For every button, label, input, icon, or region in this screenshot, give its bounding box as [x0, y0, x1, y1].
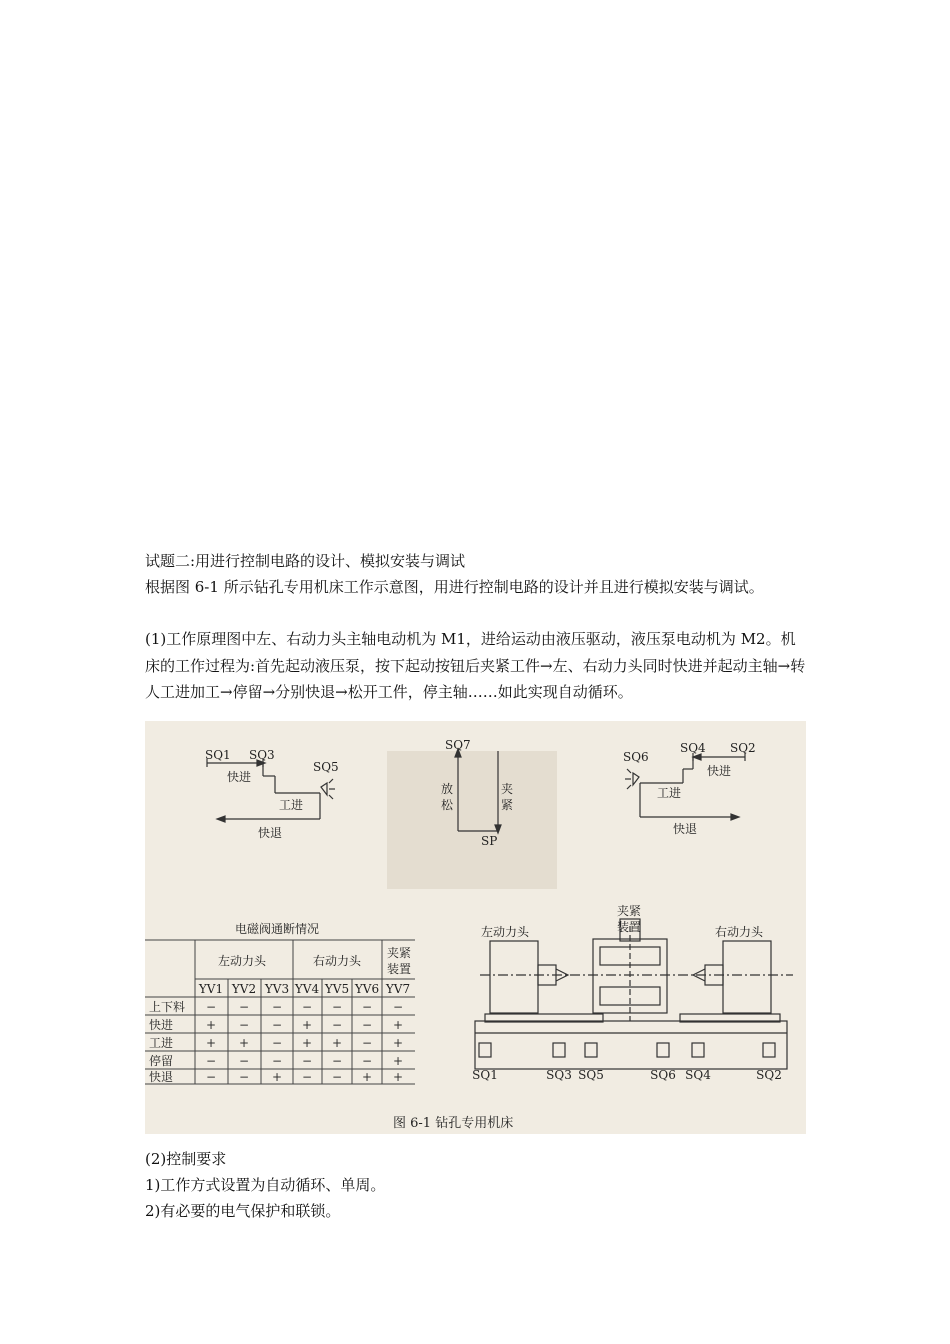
principle-paragraph: (1)工作原理图中左、右动力头主轴电动机为 M1，进给运动由液压驱动，液压泵电动机为 M2。机床的工作过程为:首先起动液压泵，按下起动按钮后夹紧工件→左、右动力头同时快进并起动主轴→转人工进加工→停留→分别快退→松开工件，停主轴……如此实现自动循环。 — [145, 630, 806, 701]
table-cell: − — [361, 1054, 373, 1068]
label-sq4-top: SQ4 — [680, 741, 706, 755]
table-cell: + — [205, 1036, 217, 1050]
label-sq5-top: SQ5 — [313, 760, 339, 774]
label-sq6-top: SQ6 — [623, 750, 649, 764]
table-cell: + — [392, 1070, 404, 1084]
table-cell: + — [392, 1018, 404, 1032]
table-cell: + — [301, 1036, 313, 1050]
table-cell: + — [238, 1036, 250, 1050]
label-right-fast-back: 快退 — [673, 822, 698, 836]
figure-caption: 图 6-1 钻孔专用机床 — [393, 1116, 514, 1131]
table-cell: − — [361, 1036, 373, 1050]
label-left-work-feed: 工进 — [279, 798, 304, 812]
left-power-head — [490, 941, 538, 1013]
label-clamp-1: 夹 — [501, 782, 514, 796]
table-cell: − — [238, 1000, 250, 1014]
table-cell: − — [238, 1070, 250, 1084]
table-cell: − — [301, 1000, 313, 1014]
print-through-shading — [387, 751, 557, 889]
label-right-fast-forward: 快进 — [707, 764, 732, 778]
label-sq3-top: SQ3 — [249, 748, 275, 762]
intro-paragraph: 根据图 6-1 所示钻孔专用机床工作示意图，用进行控制电路的设计并且进行模拟安装与调试。 — [145, 578, 764, 596]
table-cell: − — [331, 1054, 343, 1068]
limit-switch-label: SQ1 — [472, 1068, 498, 1082]
table-cell: − — [205, 1070, 217, 1084]
label-clamp-device-2: 装置 — [617, 920, 642, 934]
requirement-1: 1)工作方式设置为自动循环、单周。 — [145, 1176, 386, 1194]
label-left-fast-forward: 快进 — [227, 770, 252, 784]
label-sq1-top: SQ1 — [205, 748, 231, 762]
valve-table — [145, 921, 415, 1084]
machine-schematic — [475, 919, 793, 1069]
table-cell: − — [205, 1000, 217, 1014]
table-cell: + — [301, 1018, 313, 1032]
label-sq2-top: SQ2 — [730, 741, 756, 755]
requirements-title: (2)控制要求 — [145, 1150, 227, 1168]
label-left-fast-back: 快退 — [258, 826, 283, 840]
table-row-label: 快进 — [149, 1018, 174, 1032]
table-cell: + — [205, 1018, 217, 1032]
table-cell: − — [392, 1000, 404, 1014]
right-power-head — [723, 941, 771, 1013]
limit-switch-label: SQ4 — [685, 1068, 711, 1082]
table-group-left: 左动力头 — [218, 954, 267, 968]
table-cell: − — [271, 1036, 283, 1050]
table-col-header: YV3 — [264, 982, 290, 996]
table-group-right: 右动力头 — [313, 954, 362, 968]
label-clamp-device-1: 夹紧 — [617, 904, 642, 918]
label-release-1: 放 — [441, 782, 454, 796]
table-cell: − — [238, 1018, 250, 1032]
machine-figure — [145, 721, 806, 1134]
table-cell: − — [331, 1070, 343, 1084]
label-right-head: 右动力头 — [715, 925, 764, 939]
label-sp: SP — [481, 834, 498, 848]
table-cell: − — [271, 1000, 283, 1014]
table-cell: − — [361, 1000, 373, 1014]
limit-switch-label: SQ3 — [546, 1068, 572, 1082]
table-col-header: YV4 — [294, 982, 320, 996]
table-cell: + — [392, 1054, 404, 1068]
table-cell: + — [331, 1036, 343, 1050]
table-cell: − — [238, 1054, 250, 1068]
table-row-label: 工进 — [149, 1036, 174, 1050]
table-cell: − — [331, 1018, 343, 1032]
table-title: 电磁阀通断情况 — [235, 922, 320, 936]
table-group-clamp-1: 夹紧 — [387, 946, 412, 960]
label-clamp-2: 紧 — [501, 798, 514, 812]
requirement-2: 2)有必要的电气保护和联锁。 — [145, 1202, 341, 1220]
table-cell: − — [205, 1054, 217, 1068]
table-cell: − — [361, 1018, 373, 1032]
table-cell: − — [271, 1018, 283, 1032]
label-right-work-feed: 工进 — [657, 786, 682, 800]
table-cell: + — [392, 1036, 404, 1050]
table-row-label: 上下料 — [149, 1000, 186, 1014]
limit-switch-label: SQ5 — [578, 1068, 604, 1082]
label-release-2: 松 — [441, 798, 454, 812]
label-sq7: SQ7 — [445, 738, 471, 752]
table-cell: + — [361, 1070, 373, 1084]
table-cell: − — [331, 1000, 343, 1014]
table-cell: − — [271, 1054, 283, 1068]
table-col-header: YV7 — [385, 982, 411, 996]
table-col-header: YV5 — [324, 982, 350, 996]
limit-switch-label: SQ2 — [756, 1068, 782, 1082]
table-cell: + — [271, 1070, 283, 1084]
limit-switch-label: SQ6 — [650, 1068, 676, 1082]
table-col-header: YV6 — [354, 982, 380, 996]
machine-base — [475, 1021, 787, 1069]
table-col-header: YV1 — [198, 982, 224, 996]
table-cell: − — [301, 1070, 313, 1084]
table-group-clamp-2: 装置 — [387, 962, 412, 976]
problem-title: 试题二:用进行控制电路的设计、模拟安装与调试 — [145, 552, 466, 570]
label-left-head: 左动力头 — [481, 925, 530, 939]
table-row-label: 快退 — [149, 1070, 174, 1084]
table-row-label: 停留 — [149, 1054, 174, 1068]
table-col-header: YV2 — [231, 982, 257, 996]
table-cell: − — [301, 1054, 313, 1068]
